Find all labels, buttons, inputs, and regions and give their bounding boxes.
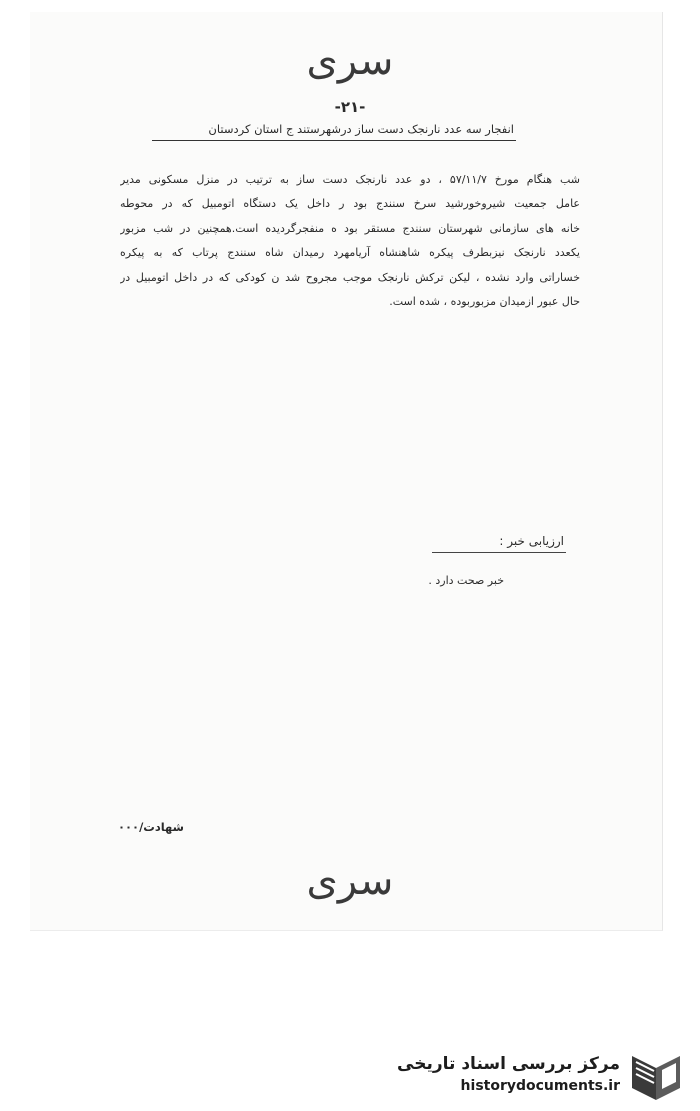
classification-stamp-bottom: سری — [306, 858, 394, 904]
document-page — [30, 12, 663, 931]
book-logo-icon — [626, 1048, 686, 1104]
assessment-value: خبر صحت دارد . — [428, 574, 504, 587]
body-line: خساراتی وارد نشده ، لیکن ترکش نارنجک موجب مجروح شد ن کودکی که در داخل اتومبیل در — [120, 270, 580, 284]
document-heading: انفجار سه عدد نارنجک دست ساز درشهرستند ج استان کردستان — [208, 122, 514, 136]
footer-watermark — [0, 1048, 700, 1108]
body-line: حال عبور ازمیدان مزبوربوده ، شده است. — [389, 294, 580, 308]
body-line: شب هنگام مورخ ۵۷/۱۱/۷ ، دو عدد نارنجک دست ساز به ترتیب در منزل مسکونی مدیر — [120, 173, 580, 186]
assessment-label: ارزیابی خبر : — [499, 534, 564, 548]
body-text — [120, 168, 580, 314]
document-number: -۲۱- — [334, 98, 366, 116]
heading-underline — [152, 140, 516, 141]
classification-stamp-top: سری — [306, 38, 394, 84]
body-line: یکعدد نارنجک نیزبطرف پیکره شاهنشاه آریامهرد رمیدان شاه سنندج پرتاب که به پیکره — [120, 246, 580, 260]
footer-title: مرکز بررسی اسناد تاریخی — [397, 1054, 620, 1074]
assessment-underline — [432, 552, 566, 553]
body-line: عامل جمعیت شیروخورشید سرخ سنندج بود ر داخل یک دستگاه اتومبیل که در محوطه — [120, 197, 580, 211]
witness-label: شهادت/۰۰۰ — [118, 820, 184, 834]
footer-url: historydocuments.ir — [460, 1078, 620, 1094]
body-line: خانه های سازمانی شهرستان سنندج مستقر بود ه منفجرگردیده است.همچنین در شب مزبور — [120, 221, 580, 235]
